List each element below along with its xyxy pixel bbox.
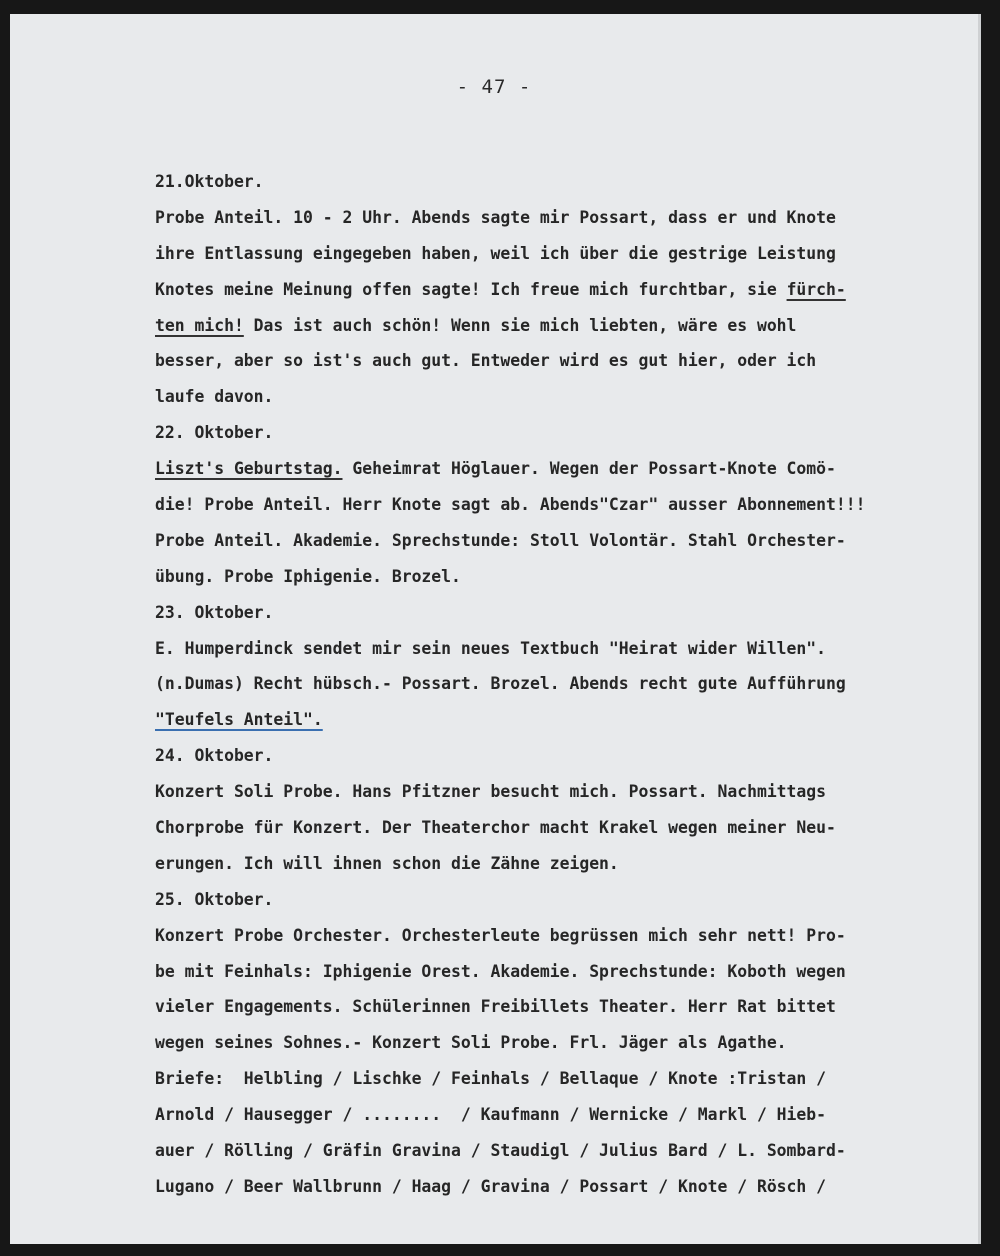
text-line [155, 200, 955, 236]
blue-underlined-text: "Teufels Anteil". [155, 710, 323, 730]
text-line [155, 451, 955, 487]
line-text: (n.Dumas) Recht hübsch.- Possart. Brozel. Abends recht gute Aufführung [155, 674, 846, 694]
line-text: 25. Oktober. [155, 889, 274, 909]
line-text: Lugano / Beer Wallbrunn / Haag / Gravina / Possart / Knote / Rösch / [155, 1176, 827, 1196]
text-line [155, 595, 955, 631]
line-text: ihre Entlassung eingegeben haben, weil ich über die gestrige Leistung [155, 243, 836, 263]
text-line [155, 164, 955, 200]
text-line [155, 308, 955, 344]
text-line [155, 774, 955, 810]
text-line [155, 523, 955, 559]
line-text: übung. Probe Iphigenie. Brozel. [155, 566, 461, 586]
line-text: Arnold / Hausegger / ........ / Kaufmann / Wernicke / Markl / Hieb- [155, 1105, 827, 1125]
text-line [155, 631, 955, 667]
line-text: wegen seines Sohnes.- Konzert Soli Probe. Frl. Jäger als Agathe. [155, 1033, 787, 1053]
line-text: Konzert Soli Probe. Hans Pfitzner besucht mich. Possart. Nachmittags [155, 782, 827, 802]
text-line [155, 882, 955, 918]
text-line [155, 1169, 955, 1205]
line-text: Probe Anteil. 10 - 2 Uhr. Abends sagte mir Possart, dass er und Knote [155, 207, 836, 227]
text-line [155, 989, 955, 1025]
underlined-text: Liszt's Geburtstag. [155, 459, 343, 479]
line-text: be mit Feinhals: Iphigenie Orest. Akademie. Sprechstunde: Koboth wegen [155, 961, 846, 981]
line-text: Das ist auch schön! Wenn sie mich liebten, wäre es wohl [243, 315, 797, 335]
line-text: 23. Oktober. [155, 602, 274, 622]
text-line [155, 810, 955, 846]
line-text: E. Humperdinck sendet mir sein neues Textbuch "Heirat wider Willen". [155, 638, 827, 658]
text-line [155, 1097, 955, 1133]
text-line [155, 1025, 955, 1061]
text-line [155, 272, 955, 308]
text-line [155, 1061, 955, 1097]
text-line [155, 918, 955, 954]
line-text: erungen. Ich will ihnen schon die Zähne zeigen. [155, 853, 619, 873]
text-line [155, 343, 955, 379]
text-line [155, 954, 955, 990]
text-line [155, 379, 955, 415]
line-text: Knotes meine Meinung offen sagte! Ich freue mich furchtbar, sie [155, 279, 787, 299]
line-text: 22. Oktober. [155, 423, 274, 443]
line-text: vieler Engagements. Schülerinnen Freibillets Theater. Herr Rat bittet [155, 997, 836, 1017]
underlined-text: fürch- [786, 279, 846, 299]
text-line [155, 1133, 955, 1169]
line-text: laufe davon. [155, 387, 274, 407]
text-line [155, 846, 955, 882]
text-line [155, 487, 955, 523]
text-line [155, 738, 955, 774]
line-text: 21.Oktober. [155, 172, 264, 191]
text-line [155, 666, 955, 702]
diary-text [155, 164, 955, 1205]
page-number: - 47 - [456, 76, 532, 98]
text-line [155, 702, 955, 738]
document-page [10, 14, 981, 1244]
underlined-text: ten mich! [155, 315, 244, 335]
line-text: auer / Rölling / Gräfin Gravina / Staudigl / Julius Bard / L. Sombard- [155, 1141, 846, 1161]
text-line [155, 415, 955, 451]
line-text: 24. Oktober. [155, 746, 274, 766]
text-line [155, 559, 955, 595]
line-text: Konzert Probe Orchester. Orchesterleute begrüssen mich sehr nett! Pro- [155, 925, 846, 945]
line-text: Briefe: Helbling / Lischke / Feinhals / Bellaque / Knote :Tristan / [155, 1069, 827, 1089]
text-line [155, 236, 955, 272]
line-text: Geheimrat Höglauer. Wegen der Possart-Knote Comö- [342, 459, 836, 479]
line-text: die! Probe Anteil. Herr Knote sagt ab. Abends"Czar" ausser Abonnement!!! [155, 495, 866, 515]
line-text: Probe Anteil. Akademie. Sprechstunde: Stoll Volontär. Stahl Orchester- [155, 530, 846, 550]
line-text: Chorprobe für Konzert. Der Theaterchor macht Krakel wegen meiner Neu- [155, 818, 836, 838]
line-text: besser, aber so ist's auch gut. Entweder wird es gut hier, oder ich [155, 351, 817, 371]
